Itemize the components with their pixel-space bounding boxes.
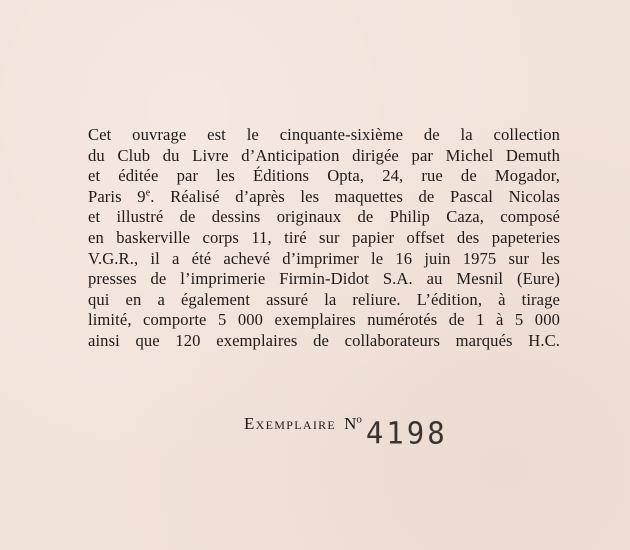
colophon-line: qui en a également assuré la reliure. L’édition, à tirage — [88, 289, 560, 309]
exemplaire-label: Exemplaire — [244, 414, 337, 433]
colophon-line: du Club du Livre d’Anticipation dirigée par Michel Demuth — [88, 145, 560, 165]
colophon-line: ainsi que 120 exemplaires de collaborateurs marqués H.C. — [88, 330, 560, 350]
colophon-line: Cet ouvrage est le cinquante-sixième de la collection — [88, 125, 560, 144]
colophon-line: et éditée par les Éditions Opta, 24, rue de Mogador, — [88, 166, 560, 186]
colophon-line: presses de l’imprimerie Firmin-Didot S.A. au Mesnil (Eure) — [88, 269, 560, 289]
copy-number-block — [244, 410, 448, 454]
number-sign: $N^o$ — [344, 413, 362, 433]
colophon-line: en baskerville corps 11, tiré sur papier offset des papeteries — [88, 227, 560, 247]
colophon-line: V.G.R., il a été achevé d’imprimer le 16 juin 1975 sur les — [88, 248, 560, 268]
colophon-line: et illustré de dessins originaux de Philip Caza, composé — [88, 207, 560, 227]
copy-number-stamp: 4198 — [365, 415, 448, 451]
colophon-line: Paris 9e. Réalisé d’après les maquettes de Pascal Nicolas — [88, 186, 560, 206]
colophon-paragraph — [88, 125, 560, 352]
colophon-line: limité, comporte 5 000 exemplaires numérotés de 1 à 5 000 — [88, 310, 560, 330]
